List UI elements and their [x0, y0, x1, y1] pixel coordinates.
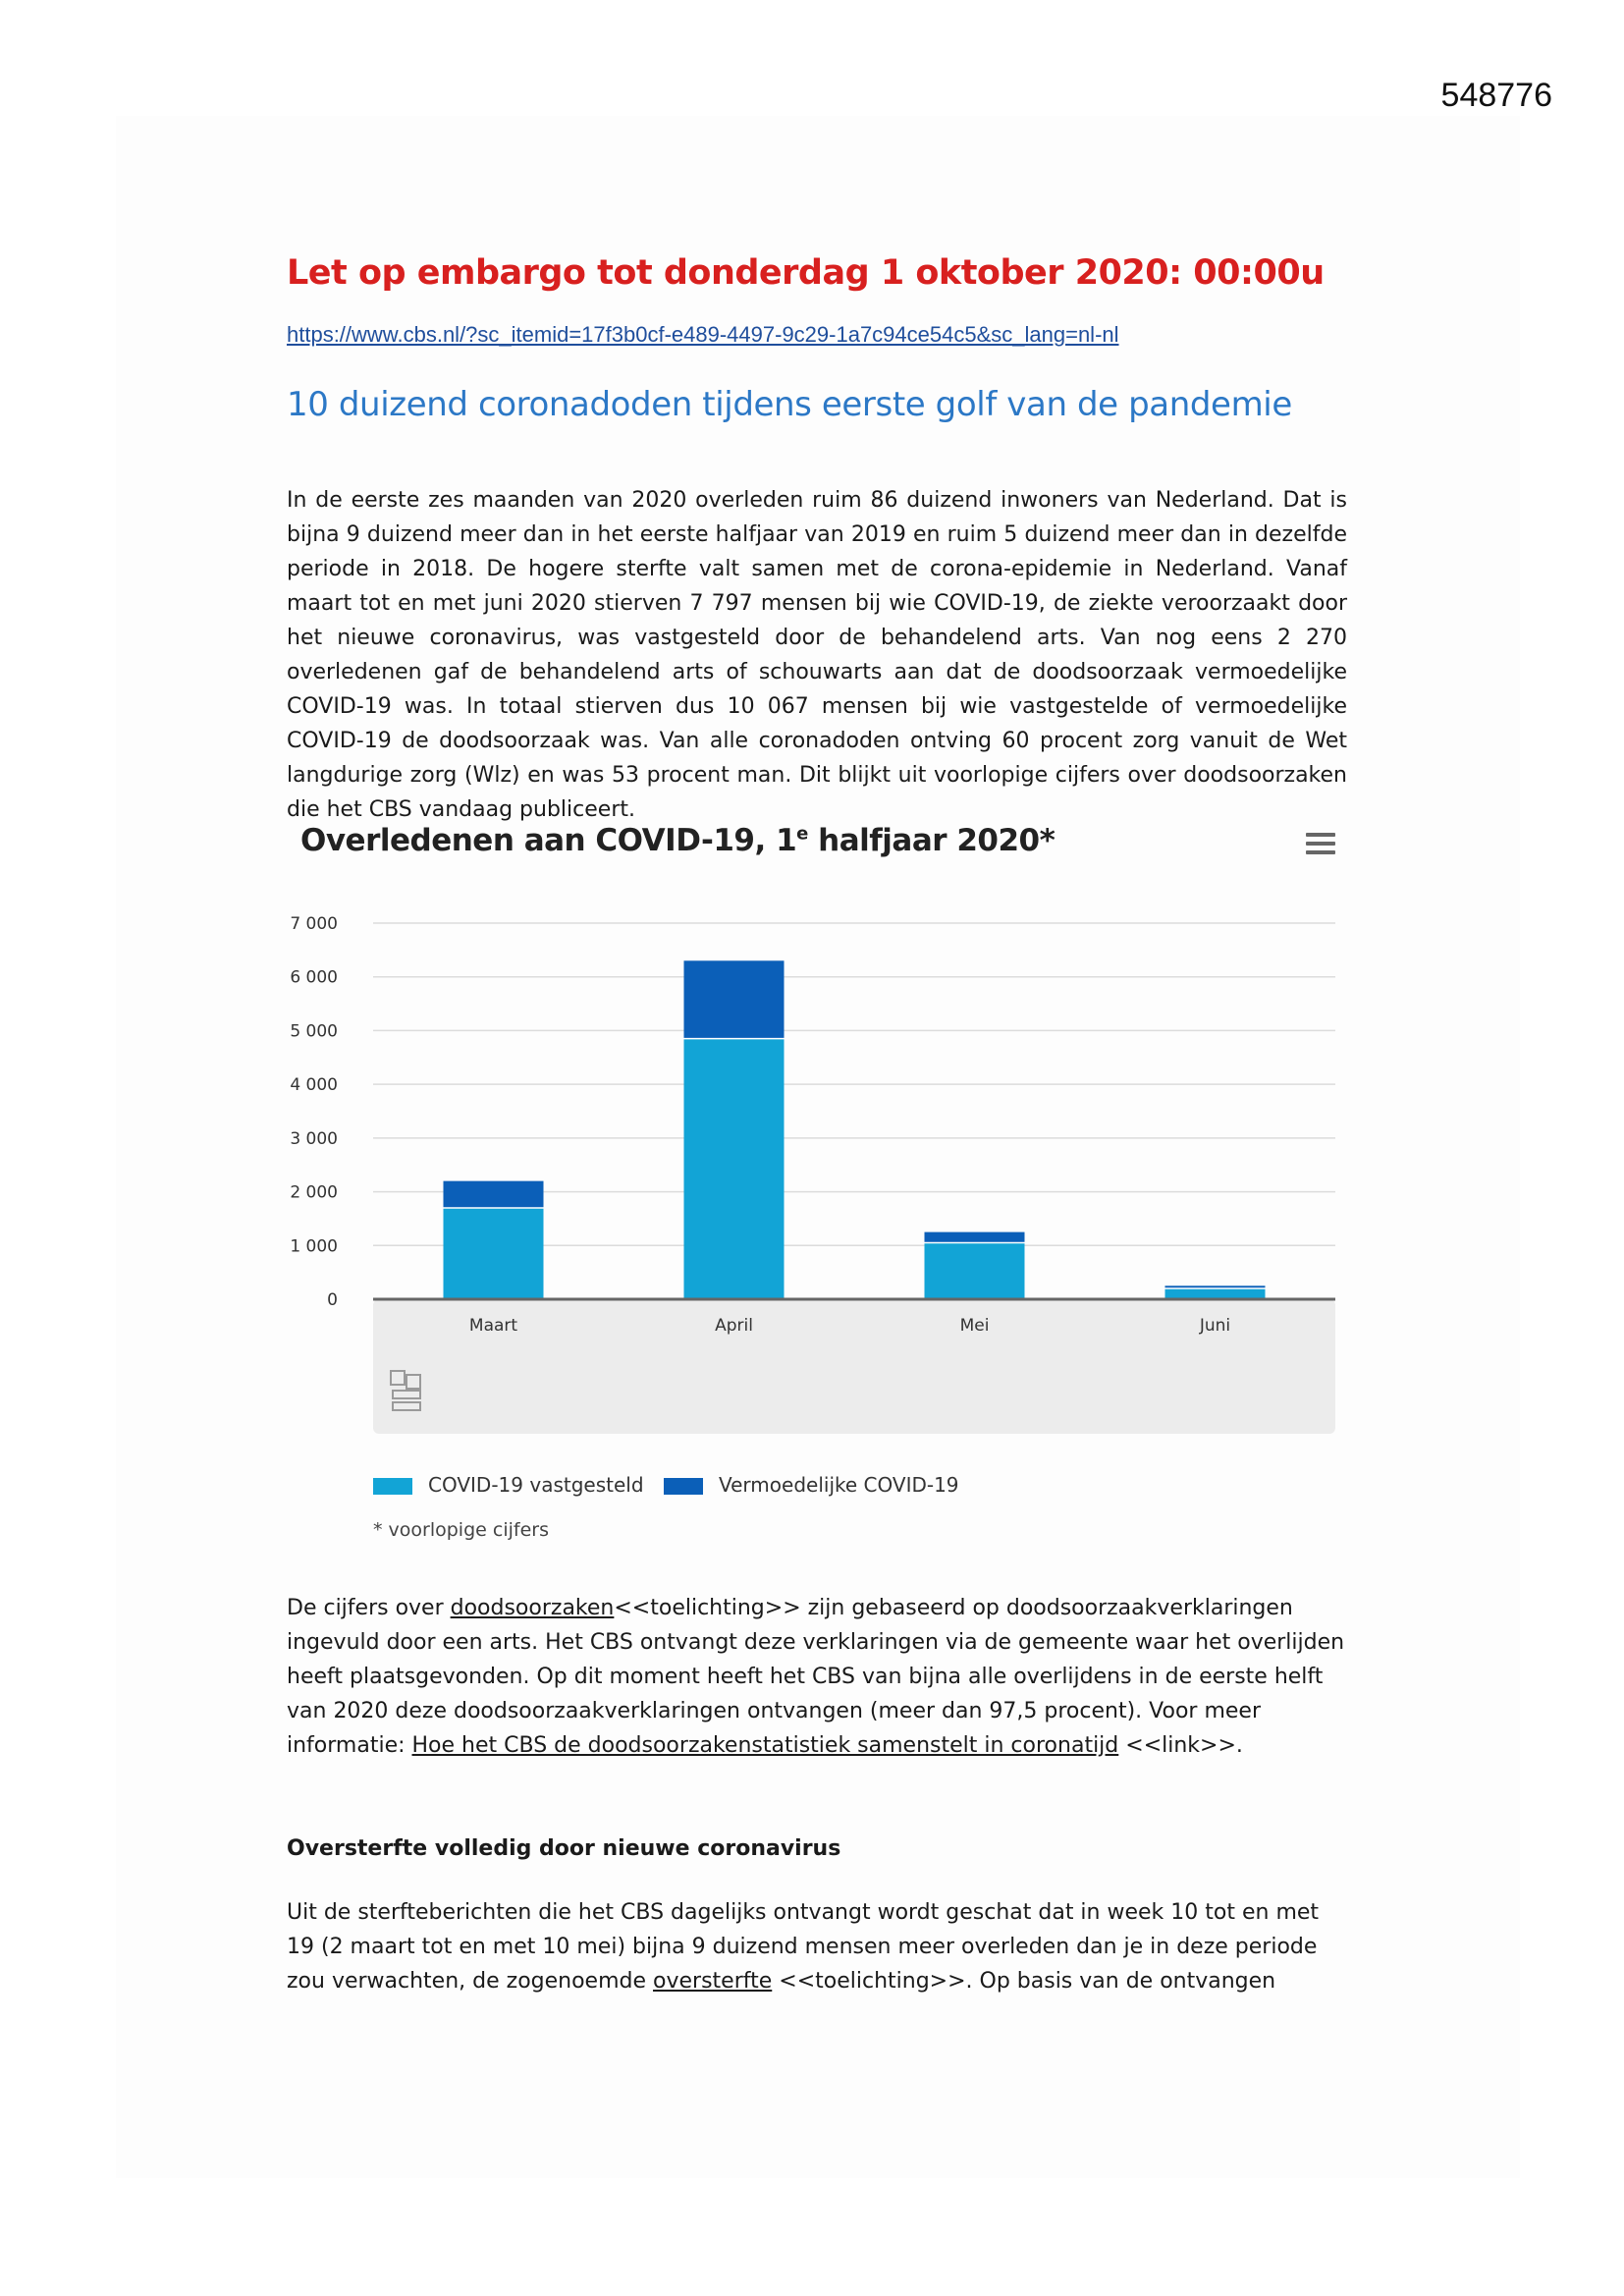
legend-label-confirmed: COVID-19 vastgesteld — [428, 1473, 644, 1497]
doodsoorzaken-link[interactable]: doodsoorzaken — [450, 1596, 615, 1620]
y-tick-label: 2 000 — [290, 1182, 338, 1203]
chart-footnote: * voorlopige cijfers — [373, 1519, 549, 1541]
legend-item-suspected[interactable] — [664, 1473, 959, 1497]
text-span: Uit de sterfteberichten die het CBS dagelijks ontvangt wordt geschat dat in week 10 tot en met 19 (2 maart tot en met 10 mei) bijna 9 duizend mensen meer overleden dan je in deze periode zou verwachten, de zogenoemde — [287, 1900, 1320, 1994]
menu-bar — [1306, 833, 1335, 837]
chart-title — [300, 823, 1055, 858]
methodology-paragraph — [287, 1591, 1347, 1763]
legend-swatch-suspected — [664, 1478, 703, 1495]
bar-confirmed — [444, 1208, 544, 1299]
bar-chart — [285, 894, 1345, 1444]
oversterfte-link[interactable]: oversterfte — [653, 1969, 773, 1994]
bar-confirmed — [684, 1039, 785, 1299]
text-span: De cijfers over — [287, 1596, 451, 1620]
y-tick-label: 6 000 — [290, 967, 338, 988]
source-url-link[interactable]: https://www.cbs.nl/?sc_itemid=17f3b0cf-e489-4497-9c29-1a7c94ce54c5&sc_lang=nl-nl — [287, 322, 1119, 347]
bar-suspected — [684, 960, 785, 1038]
legend-swatch-confirmed — [373, 1478, 412, 1495]
bar-suspected — [925, 1232, 1025, 1243]
text-span: <<toelichting>>. Op basis van de ontvangen — [772, 1969, 1276, 1994]
y-tick-label: 3 000 — [290, 1128, 338, 1149]
chart-title-superscript: e — [796, 823, 808, 845]
y-tick-label: 5 000 — [290, 1021, 338, 1042]
chart-title-main: Overledenen aan COVID-19, 1 — [300, 823, 797, 858]
y-tick-label: 1 000 — [290, 1236, 338, 1257]
intro-paragraph: In de eerste zes maanden van 2020 overleden ruim 86 duizend inwoners van Nederland. Dat is bijna 9 duizend meer dan in het eerste halfjaar van 2019 en ruim 5 duizend meer dan in dezelfde periode in 2018. De hogere sterfte valt samen met de corona-epidemie in Nederland. Vanaf maart tot en met juni 2020 stierven 7 797 mensen bij wie COVID-19, de ziekte veroorzaakt door het nieuwe coronavirus, was vastgesteld door de behandelend arts. Van nog eens 2 270 overledenen gaf de behandelend arts of schouwarts aan dat de doodsoorzaak vermoedelijke COVID-19 was. In totaal stierven dus 10 067 mensen bij wie vastgestelde of vermoedelijke COVID-19 de doodsoorzaak was. Van alle coronadoden ontving 60 procent zorg vanuit de Wet langdurige zorg (Wlz) en was 53 procent man. Dit blijkt uit voorlopige cijfers over doodsoorzaken die het CBS vandaag publiceert. — [287, 488, 1347, 822]
x-tick-label: April — [715, 1316, 753, 1336]
y-tick-label: 0 — [327, 1290, 338, 1310]
y-tick-label: 4 000 — [290, 1075, 338, 1096]
text-span: <<toelichting>> zijn gebaseerd op doodsoorzaakverklaringen ingevuld door een arts. Het CBS ontvangt deze verklaringen via de gemeente waar het overlijden heeft plaatsgevonden. Op dit moment heeft het CBS van bijna alle overlijdens in de eerste helft van 2020 deze doodsoorzaakverklaringen ontvangen (meer dan 97,5 procent). Voor meer informatie: — [287, 1596, 1345, 1758]
chart-title-end: halfjaar 2020* — [807, 823, 1056, 858]
methodology-link[interactable]: Hoe het CBS de doodsoorzakenstatistiek samenstelt in coronatijd — [411, 1733, 1119, 1758]
document-id: 548776 — [1440, 77, 1552, 114]
legend-label-suspected: Vermoedelijke COVID-19 — [719, 1473, 959, 1497]
bar-confirmed — [1165, 1288, 1266, 1299]
legend-item-confirmed[interactable] — [373, 1473, 644, 1497]
x-tick-label: Maart — [468, 1316, 518, 1336]
oversterfte-paragraph — [287, 1895, 1347, 1998]
article-title: 10 duizend coronadoden tijdens eerste golf van de pandemie — [287, 385, 1292, 424]
bar-confirmed — [925, 1243, 1025, 1299]
embargo-notice: Let op embargo tot donderdag 1 oktober 2020: 00:00u — [287, 253, 1325, 293]
bar-suspected — [444, 1181, 544, 1208]
text-span: <<link>>. — [1118, 1733, 1243, 1758]
section-heading: Oversterfte volledig door nieuwe coronavirus — [287, 1836, 841, 1861]
y-tick-label: 7 000 — [290, 914, 338, 934]
chart-menu-icon[interactable] — [1306, 833, 1335, 856]
x-tick-label: Juni — [1199, 1316, 1231, 1336]
x-tick-label: Mei — [959, 1316, 990, 1336]
menu-bar — [1306, 842, 1335, 846]
menu-bar — [1306, 850, 1335, 854]
